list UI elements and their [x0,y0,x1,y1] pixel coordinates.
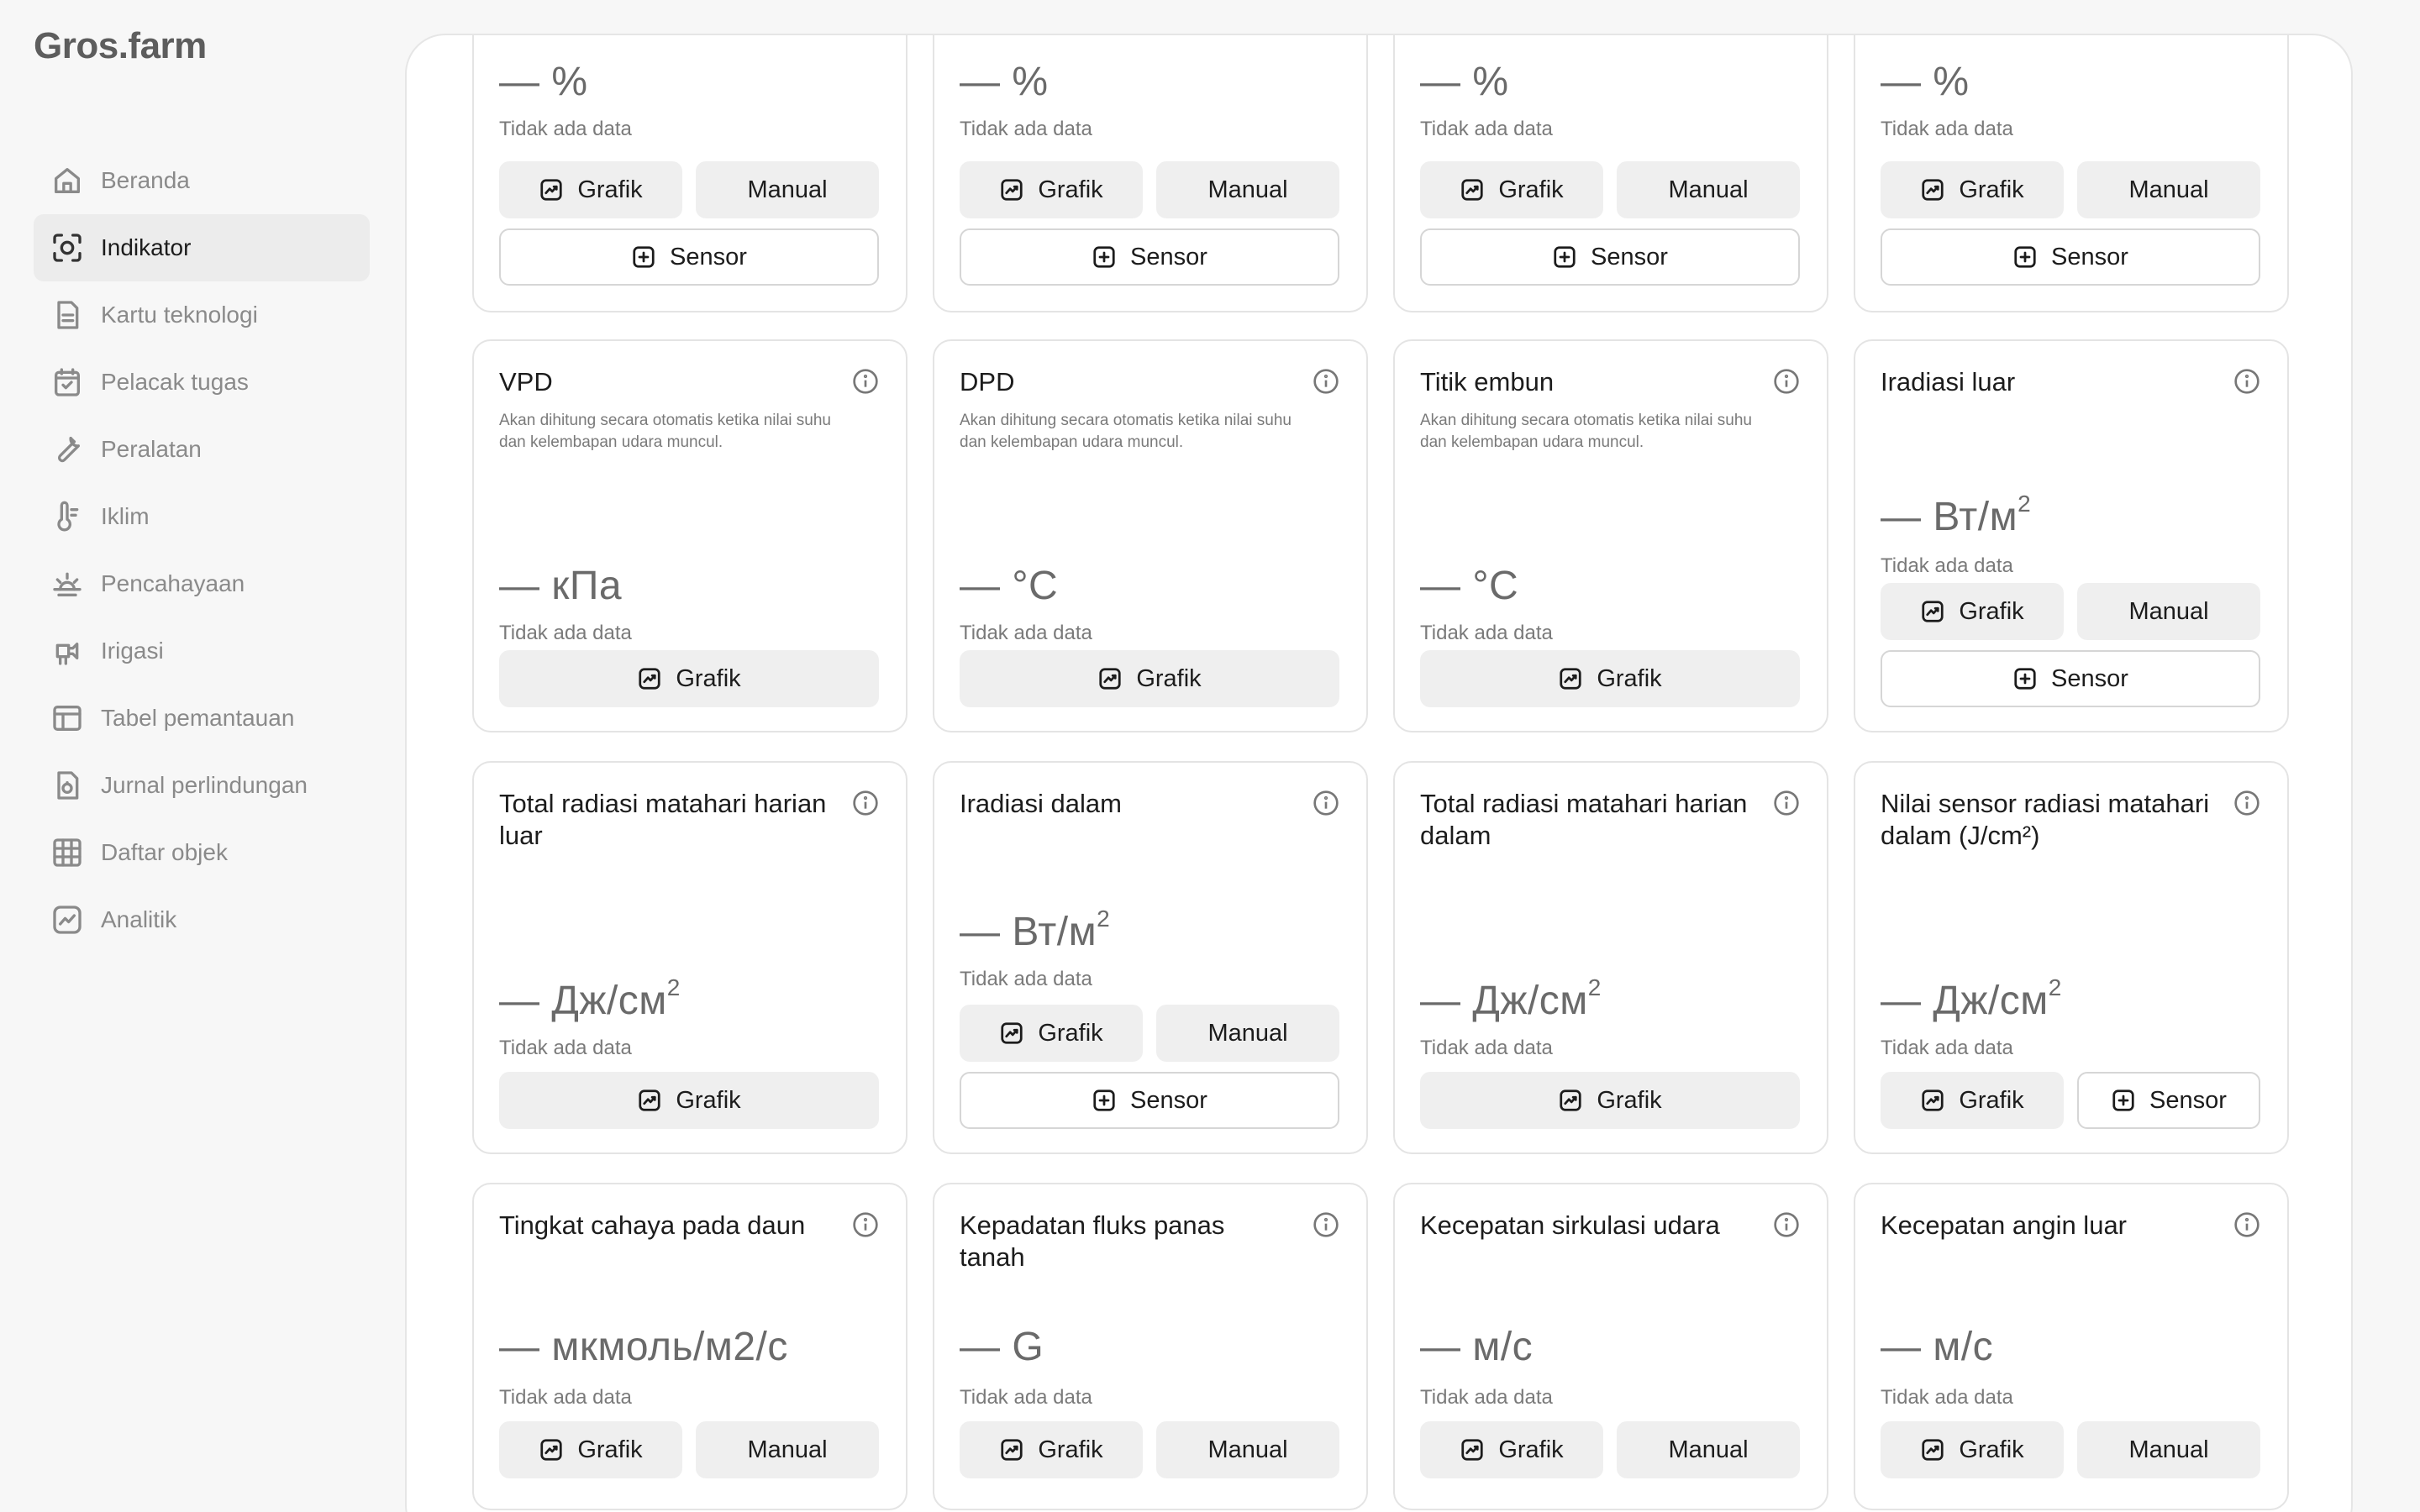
chart-icon [1460,177,1485,202]
table-icon [49,700,86,737]
sidebar [0,0,403,1512]
sidebar-item-jurnal-perlindungan[interactable] [34,752,370,819]
manual-button[interactable]: Manual [696,161,879,218]
no-data-text: Tidak ada data [499,622,632,644]
add-sensor-button[interactable]: Sensor [1881,228,2260,286]
sidebar-item-label: Beranda [101,167,190,193]
wrench-icon [49,431,86,468]
plus-icon [2012,666,2038,691]
chart-icon [1460,1437,1485,1462]
manual-button[interactable]: Manual [1156,1005,1339,1062]
indicator-value: — % [1420,60,1509,104]
add-sensor-button[interactable]: Sensor [499,228,879,286]
indicator-value: — $Вт/м^2$ [960,906,1111,954]
indicator-card [1854,761,2289,1154]
indicator-card [1854,34,2289,312]
chart-button[interactable]: Grafik [1420,1072,1800,1129]
indicator-value: — °C [1420,564,1519,608]
chart-icon [999,177,1024,202]
no-data-text: Tidak ada data [960,118,1092,140]
add-sensor-button[interactable]: Sensor [1420,228,1800,286]
indicator-value: — кПа [499,564,623,608]
no-data-text: Tidak ada data [1420,1386,1553,1409]
sidebar-item-label: Irigasi [101,638,164,664]
info-icon[interactable] [852,368,879,395]
indicator-value: — $Вт/м^2$ [1881,491,2032,539]
card-title: Iradiasi luar [1881,367,2016,396]
chart-icon [637,1088,662,1113]
chart-icon [999,1437,1024,1462]
chart-icon [1920,1437,1945,1462]
calendar-check-icon [49,364,86,401]
sidebar-item-daftar-objek[interactable] [34,819,370,886]
manual-button[interactable]: Manual [1156,1421,1339,1478]
no-data-text: Tidak ada data [1881,1386,2013,1409]
chart-button[interactable]: Grafik [499,1421,682,1478]
chart-icon [1558,1088,1583,1113]
no-data-text: Tidak ada data [960,968,1092,990]
info-icon[interactable] [2233,1211,2260,1238]
journal-icon [49,767,86,804]
card-title: DPD [960,367,1015,396]
add-sensor-button[interactable]: Sensor [960,228,1339,286]
plus-icon [1552,244,1577,270]
document-icon [49,297,86,333]
info-icon[interactable] [1313,368,1339,395]
info-icon[interactable] [2233,368,2260,395]
no-data-text: Tidak ada data [499,118,632,140]
card-title: Iradiasi dalam [960,789,1122,818]
indicator-icon [49,229,86,266]
chart-button[interactable]: Grafik [960,650,1339,707]
chart-button[interactable]: Grafik [1420,650,1800,707]
chart-button[interactable]: Grafik [1420,1421,1603,1478]
sidebar-item-indikator[interactable] [34,214,370,281]
sidebar-item-label: Tabel pemantauan [101,705,295,731]
no-data-text: Tidak ada data [499,1037,632,1059]
chart-button[interactable]: Grafik [499,650,879,707]
chart-icon [637,666,662,691]
sidebar-item-pencahayaan[interactable] [34,550,370,617]
plus-icon [2012,244,2038,270]
sidebar-item-label: Kartu teknologi [101,302,258,328]
indicator-value: — мкмоль/м2/с [499,1325,788,1369]
indicator-value: — % [960,60,1049,104]
home-icon [49,162,86,199]
sidebar-item-peralatan[interactable] [34,416,370,483]
info-icon[interactable] [1313,790,1339,816]
chart-button[interactable]: Grafik [1881,1072,2064,1129]
indicator-value: — $Дж/см^2$ [1881,974,2062,1023]
chart-button[interactable]: Grafik [499,161,682,218]
card-title: Tingkat cahaya pada daun [499,1210,806,1240]
manual-button[interactable]: Manual [2077,1421,2260,1478]
chart-button[interactable]: Grafik [1881,1421,2064,1478]
indicator-card [933,1183,1368,1510]
sidebar-item-pelacak-tugas[interactable] [34,349,370,416]
indicator-card [1393,34,1828,312]
no-data-text: Tidak ada data [499,1386,632,1409]
add-sensor-button[interactable]: Sensor [1881,650,2260,707]
irrigation-icon [49,633,86,669]
chart-icon [1097,666,1123,691]
manual-button[interactable]: Manual [696,1421,879,1478]
chart-button[interactable]: Grafik [1881,161,2064,218]
card-title: Kecepatan sirkulasi udara [1420,1210,1720,1240]
indicator-panel [405,34,2353,1512]
info-icon[interactable] [852,790,879,816]
sidebar-item-analitik[interactable] [34,886,370,953]
add-sensor-button[interactable]: Sensor [960,1072,1339,1129]
indicator-card-outdoor-irradiation [1854,339,2289,732]
plus-icon [631,244,656,270]
chart-button[interactable]: Grafik [960,1005,1143,1062]
chart-icon [1920,177,1945,202]
card-title: Titik embun [1420,367,1555,396]
sidebar-item-label: Jurnal perlindungan [101,772,308,798]
info-icon[interactable] [1313,1211,1339,1238]
card-title: Kepadatan fluks panas tanah [960,1210,1225,1272]
chart-icon [999,1021,1024,1046]
indicator-card-vpd [472,339,908,732]
info-icon[interactable] [2233,790,2260,816]
plus-icon [1092,244,1117,270]
indicator-value: — % [1881,60,1970,104]
chart-icon [1920,599,1945,624]
chart-button[interactable]: Grafik [960,161,1143,218]
manual-button[interactable]: Manual [1156,161,1339,218]
card-title: Nilai sensor radiasi matahari dalam (J/cm²) [1881,789,2210,850]
manual-button[interactable]: Manual [2077,161,2260,218]
sidebar-item-irigasi[interactable] [34,617,370,685]
indicator-card [1854,1183,2289,1510]
indicator-card [1393,761,1828,1154]
manual-button[interactable]: Manual [1617,161,1800,218]
chart-icon [1920,1088,1945,1113]
indicator-value: — м/с [1420,1325,1534,1369]
chart-icon [539,177,564,202]
manual-button[interactable]: Manual [2077,583,2260,640]
indicator-card [1393,1183,1828,1510]
indicator-card [933,34,1368,312]
sidebar-item-label: Iklim [101,503,150,529]
no-data-text: Tidak ada data [1420,622,1553,644]
card-description: Akan dihitung secara otomatis ketika nilai suhu dan kelembapan udara muncul. [499,412,832,451]
sidebar-item-iklim[interactable] [34,483,370,550]
plus-icon [2111,1088,2136,1113]
no-data-text: Tidak ada data [1420,1037,1553,1059]
card-title: Total radiasi matahari harian luar [499,789,827,850]
no-data-text: Tidak ada data [1881,1037,2013,1059]
info-icon[interactable] [1773,368,1800,395]
card-title: Total radiasi matahari harian dalam [1420,789,1748,850]
sidebar-item-kartu-teknologi[interactable] [34,281,370,349]
indicator-card-dpd [933,339,1368,732]
indicator-card [472,34,908,312]
info-icon[interactable] [1773,1211,1800,1238]
chart-icon [1558,666,1583,691]
sidebar-item-label: Daftar objek [101,839,228,865]
sidebar-item-beranda[interactable] [34,147,370,214]
no-data-text: Tidak ada data [960,1386,1092,1409]
sidebar-item-label: Analitik [101,906,177,932]
indicator-value: — м/с [1881,1325,1994,1369]
thermometer-icon [49,498,86,535]
sidebar-item-tabel-pemantauan[interactable] [34,685,370,752]
card-description: Akan dihitung secara otomatis ketika nilai suhu dan kelembapan udara muncul. [1420,412,1753,451]
card-title: Kecepatan angin luar [1881,1210,2128,1240]
indicator-card [472,761,908,1154]
indicator-card [933,761,1368,1154]
plus-icon [1092,1088,1117,1113]
info-icon[interactable] [1773,790,1800,816]
no-data-text: Tidak ada data [1881,554,2013,577]
indicator-card-dew-point [1393,339,1828,732]
no-data-text: Tidak ada data [960,622,1092,644]
chart-button[interactable]: Grafik [1420,161,1603,218]
chart-icon [49,901,86,938]
add-sensor-button[interactable]: Sensor [2077,1072,2260,1129]
indicator-value: — $Дж/см^2$ [1420,974,1602,1023]
indicator-card [472,1183,908,1510]
sidebar-nav [34,147,370,953]
sidebar-item-label: Pencahayaan [101,570,245,596]
sidebar-item-label: Pelacak tugas [101,369,249,395]
no-data-text: Tidak ada data [1881,118,2013,140]
indicator-value: — % [499,60,588,104]
card-title: VPD [499,367,553,396]
info-icon[interactable] [852,1211,879,1238]
chart-button[interactable]: Grafik [960,1421,1143,1478]
chart-button[interactable]: Grafik [1881,583,2064,640]
sunrise-icon [49,565,86,602]
sidebar-item-label: Indikator [101,234,192,260]
grid-icon [49,834,86,871]
indicator-value: — G [960,1325,1044,1369]
card-description: Akan dihitung secara otomatis ketika nilai suhu dan kelembapan udara muncul. [960,412,1292,451]
manual-button[interactable]: Manual [1617,1421,1800,1478]
indicator-value: — $Дж/см^2$ [499,974,681,1023]
chart-button[interactable]: Grafik [499,1072,879,1129]
sidebar-item-label: Peralatan [101,436,202,462]
no-data-text: Tidak ada data [1420,118,1553,140]
chart-icon [539,1437,564,1462]
app-logo[interactable]: Gros.farm [34,25,207,66]
indicator-value: — °C [960,564,1059,608]
